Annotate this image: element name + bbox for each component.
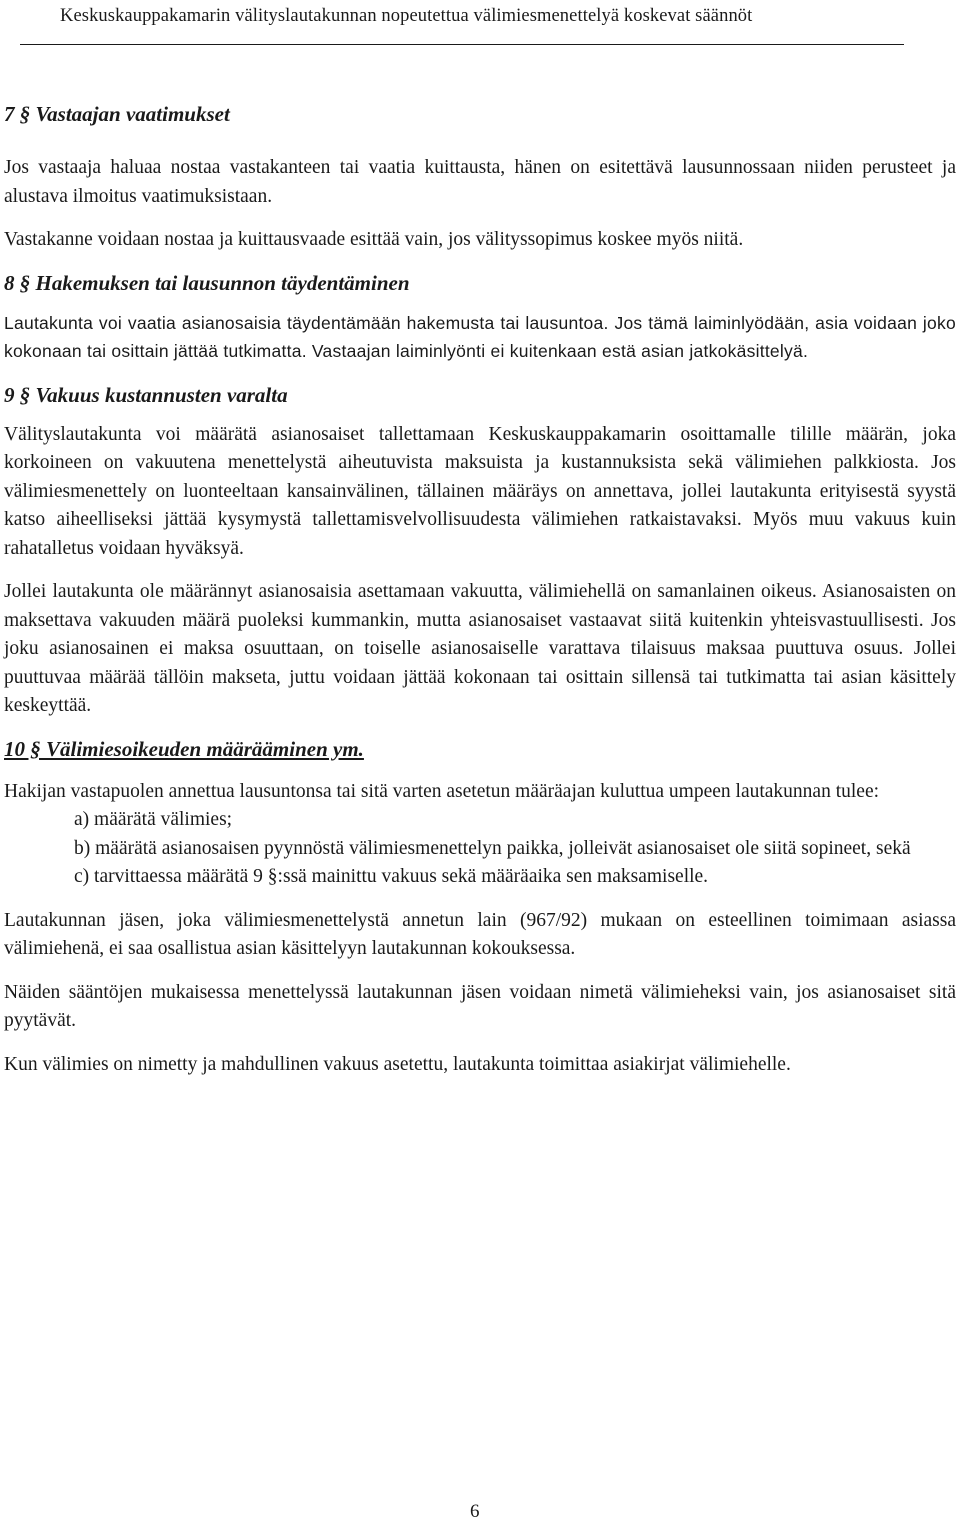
section-7-heading: 7 § Vastaajan vaatimukset	[4, 102, 230, 126]
section-10-paragraph-3: Näiden sääntöjen mukaisessa menettelyssä lautakunnan jäsen voidaan nimetä välimieheksi vain, jos asianosaiset sitä pyytävät.	[4, 981, 956, 1031]
list-item: b) määrätä asianosaisen pyynnöstä välimiesmenettelyn paikka, jolleivät asianosaiset ole siitä sopineet, sekä	[74, 837, 911, 859]
section-8-paragraph-1: Lautakunta voi vaatia asianosaisia täydentämään hakemusta tai lausuntoa. Jos tämä laiminlyödään, asia voidaan joko kokonaan tai osittain jättää tutkimatta. Vastaajan laiminlyönti ei kuitenkaan estä asian jatkokäsittelyä.	[4, 312, 956, 361]
section-10-paragraph-2: Lautakunnan jäsen, joka välimiesmenettelystä annetun lain (967/92) mukaan on esteellinen toimimaan asiassa välimiehenä, ei saa osallistua asian käsittelyyn lautakunnan kokouksessa.	[4, 909, 956, 959]
section-8-heading: 8 § Hakemuksen tai lausunnon täydentäminen	[4, 270, 410, 295]
section-9-heading: 9 § Vakuus kustannusten varalta	[4, 382, 288, 407]
section-10-intro: Hakijan vastapuolen annettua lausuntonsa tai sitä varten asetetun määräajan kuluttua umpeen lautakunnan tulee:	[4, 780, 880, 802]
list-item: c) tarvittaessa määrätä 9 §:ssä mainittu vakuus sekä määräaika sen maksamiselle.	[74, 866, 709, 887]
document-body	[4, 100, 956, 1079]
section-10-heading: 10 § Välimiesoikeuden määrääminen ym.	[4, 736, 364, 761]
header-rule	[20, 44, 904, 45]
section-10-paragraph-4: Kun välimies on nimetty ja mahdullinen vakuus asetettu, lautakunta toimittaa asiakirjat välimiehelle.	[4, 1053, 791, 1075]
section-9-paragraph-1: Välityslautakunta voi määrätä asianosaiset tallettamaan Keskuskauppakamarin osoittamalle tilille määrän, joka korkoineen on vakuutena menettelystä aiheutuvista maksuista ja kustannuksista sekä välimiehen palkkiosta. Jos välimiesmenettely on luonteeltaan kansainvälinen, tällainen määräys on annettava, jollei lautakunta erityisestä syystä katso aiheelliseksi jättää kysymystä tallettamisvelvollisuudesta välimiehen ratkaistavaksi. Myös muu vakuus kuin rahatalletus voidaan hyväksyä.	[4, 423, 956, 559]
section-7-paragraph-2: Vastakanne voidaan nostaa ja kuittausvaade esittää vain, jos välityssopimus koskee myös niitä.	[4, 229, 744, 250]
page-number: 6	[470, 1501, 480, 1522]
section-7-paragraph-1: Jos vastaaja haluaa nostaa vastakanteen tai vaatia kuittausta, hänen on esitettävä lausunnossaan niiden perusteet ja alustava ilmoitus vaatimuksistaan.	[4, 157, 956, 207]
running-header: Keskuskauppakamarin välityslautakunnan nopeutettua välimiesmenettelyä koskevat säännöt	[60, 6, 753, 26]
section-10-list	[4, 806, 956, 892]
section-9-paragraph-2: Jollei lautakunta ole määrännyt asianosaisia asettamaan vakuutta, välimiehellä on samanlainen oikeus. Asianosaisten on maksettava vakuuden määrä puoleksi kummankin, mutta asianosaiset vastaavat siitä kuitenkin yhteisvastuullisesti. Jos joku asianosainen ei maksa osuuttaan, on toiselle asianosaiselle varattava tilaisuus maksaa puuttuva osuus. Jollei puuttuvaa määrää tällöin makseta, juttu voidaan jättää kokonaan tai osittain sillensä tai tutkimatta tai asian käsittely keskeyttää.	[4, 581, 956, 716]
list-item: a) määrätä välimies;	[74, 809, 233, 830]
